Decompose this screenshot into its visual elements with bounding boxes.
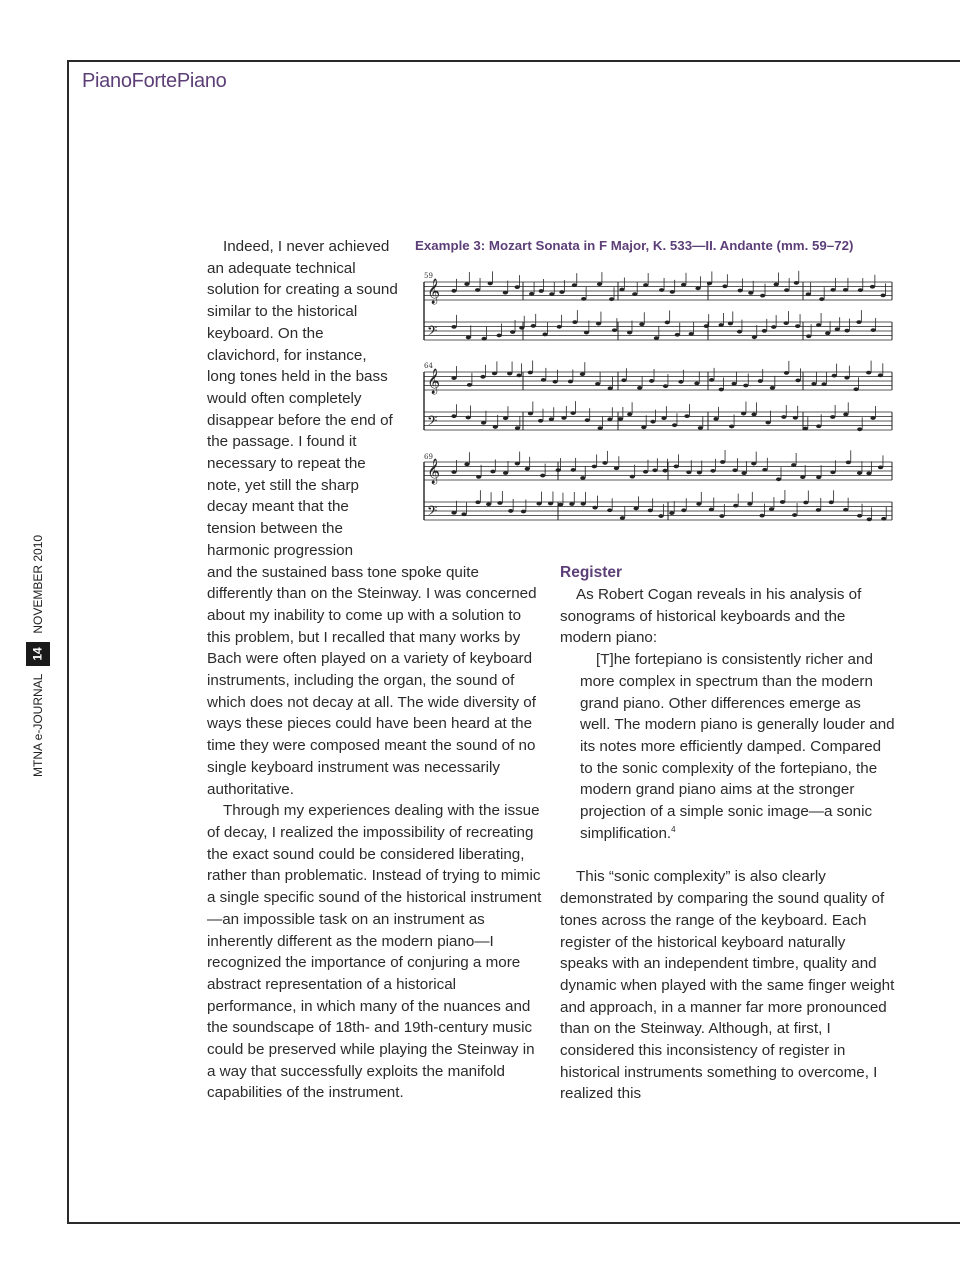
notehead (649, 379, 654, 383)
page-number-box (26, 642, 50, 666)
notehead (829, 500, 834, 504)
notehead (549, 417, 554, 421)
notehead (561, 416, 566, 420)
notehead (780, 500, 785, 504)
notehead (707, 282, 712, 286)
notehead (867, 517, 872, 521)
running-head-title: PianoFortePiano (82, 70, 227, 92)
notehead (620, 516, 625, 520)
notehead (719, 323, 724, 327)
notehead (648, 508, 653, 512)
notehead (654, 336, 659, 340)
notehead (738, 289, 743, 293)
notehead (581, 297, 586, 301)
notehead (681, 508, 686, 512)
notehead (719, 388, 724, 392)
notehead (652, 468, 657, 472)
notehead (632, 292, 637, 296)
notehead (650, 420, 655, 424)
notehead (844, 376, 849, 380)
notehead (731, 382, 736, 386)
notehead (765, 421, 770, 425)
notehead (596, 322, 601, 326)
notehead (830, 415, 835, 419)
notehead (781, 415, 786, 419)
notehead (661, 416, 666, 420)
notehead (637, 386, 642, 390)
notehead (553, 380, 558, 384)
notehead (639, 322, 644, 326)
block-quote (580, 649, 895, 844)
notehead (866, 371, 871, 375)
notehead (665, 321, 670, 325)
notehead (548, 502, 553, 506)
notehead (819, 297, 824, 301)
notehead (598, 426, 603, 430)
notehead (704, 324, 709, 328)
notehead (816, 508, 821, 512)
notehead (557, 325, 562, 329)
notehead (556, 468, 561, 472)
notehead (584, 331, 589, 335)
left-column (207, 236, 543, 1104)
notehead (774, 283, 779, 287)
notehead (709, 378, 714, 382)
notehead (558, 503, 563, 507)
notehead (871, 328, 876, 332)
notehead (776, 477, 781, 481)
notehead (806, 292, 811, 296)
notehead (612, 328, 617, 332)
notehead (696, 502, 701, 506)
notehead (618, 417, 623, 421)
notehead (681, 283, 686, 287)
notehead (784, 288, 789, 292)
notehead (607, 417, 612, 421)
issue-date: NOVEMBER 2010 (31, 534, 45, 634)
notehead (741, 412, 746, 416)
notehead (669, 511, 674, 515)
notehead (607, 508, 612, 512)
notehead (737, 330, 742, 334)
notehead (760, 294, 765, 298)
notehead (710, 469, 715, 473)
notehead (728, 322, 733, 326)
notehead (870, 416, 875, 420)
notehead (569, 502, 574, 506)
notehead (843, 288, 848, 292)
notehead (752, 335, 757, 339)
notehead (784, 371, 789, 375)
notehead (585, 418, 590, 422)
notehead (614, 466, 619, 470)
notehead (662, 469, 667, 473)
notehead (581, 502, 586, 506)
notehead (821, 382, 826, 386)
notehead (641, 425, 646, 429)
notehead (843, 412, 848, 416)
notehead (830, 288, 835, 292)
notehead (663, 384, 668, 388)
notehead (686, 470, 691, 474)
notehead (758, 379, 763, 383)
notehead (759, 514, 764, 518)
notehead (811, 382, 816, 386)
notehead (770, 386, 775, 390)
notehead (748, 291, 753, 295)
notehead (853, 387, 858, 391)
notehead (684, 414, 689, 418)
notehead (592, 465, 597, 469)
example-caption: Example 3: Mozart Sonata in F Major, K. 533—II. Andante (mm. 59–72) (415, 238, 854, 253)
notehead (694, 382, 699, 386)
notehead (568, 380, 573, 384)
notehead (732, 468, 737, 472)
notehead (659, 288, 664, 292)
notehead (878, 465, 883, 469)
notehead (771, 325, 776, 329)
notehead (857, 514, 862, 518)
notehead (729, 425, 734, 429)
notehead (741, 471, 746, 475)
spacer (560, 844, 895, 866)
treble-clef-icon: 𝄞 (427, 279, 441, 304)
notehead (825, 331, 830, 335)
notehead (816, 424, 821, 428)
notehead (627, 412, 632, 416)
measure-number-59: 59 (424, 272, 433, 280)
notehead (794, 281, 799, 285)
notehead (630, 475, 635, 479)
notehead (571, 411, 576, 415)
notehead (816, 475, 821, 479)
notehead (689, 332, 694, 336)
notehead (846, 460, 851, 464)
notehead (830, 470, 835, 474)
notehead (857, 427, 862, 431)
notehead (856, 320, 861, 324)
notehead (713, 417, 718, 421)
notehead (793, 416, 798, 420)
notehead (672, 423, 677, 427)
notehead (751, 462, 756, 466)
notehead (792, 513, 797, 517)
notehead (675, 333, 680, 337)
treble-clef-icon: 𝄞 (427, 459, 441, 484)
notehead (881, 293, 886, 297)
paragraph-2: Through my experiences dealing with the issue of decay, I realized the impossibility of recreating the exact sound could be considered liberating, rather than problematic. Instead of trying to mimic a single specific sound of the historical instrument—an impossible task on an instrument as inherently different as the modern piano—I recognized the importance of conjuring a more abstract representation of a historical performance, in which many of the nuances and the soundscape of 18th- and 19th-century music could be preserved while playing the Steinway in a way that successfully exploits the manifold capabilities of the instrument. (207, 802, 542, 1102)
notehead (709, 508, 714, 512)
notehead (719, 514, 724, 518)
notehead (643, 283, 648, 287)
measure-number-69: 69 (424, 453, 433, 461)
notehead (832, 374, 837, 378)
notehead (881, 517, 886, 521)
notehead (549, 292, 554, 296)
notehead (580, 476, 585, 480)
notehead (627, 331, 632, 335)
notehead (580, 372, 585, 376)
notehead (816, 323, 821, 327)
notehead (751, 413, 756, 417)
notehead (602, 461, 607, 465)
notehead (784, 321, 789, 325)
notehead (866, 471, 871, 475)
notehead (571, 468, 576, 472)
notehead (803, 501, 808, 505)
quote-text: [T]he fortepiano is consistently richer and more complex in spectrum than the modern grand piano. Other differences emerge as well. The modern piano is generally louder and its notes more efficiently damped. Compared to the sonic complexity of the fortepiano, the modern grand piano aims at the stronger projection of a simple sonic image—a sonic simplification. (580, 651, 895, 842)
notehead (844, 329, 849, 333)
notehead (762, 329, 767, 333)
notehead (542, 332, 547, 336)
notehead (878, 373, 883, 377)
notehead (643, 470, 648, 474)
notehead (747, 502, 752, 506)
notehead (559, 290, 564, 294)
journal-name: MTNA e-JOURNAL (31, 673, 45, 777)
notehead (697, 471, 702, 475)
notehead (843, 508, 848, 512)
notehead (621, 378, 626, 382)
notehead (806, 334, 811, 338)
page-number: 14 (30, 646, 45, 661)
treble-clef-icon: 𝄞 (427, 369, 441, 394)
body-paragraph: This “sonic complexity” is also clearly demonstrated by comparing the sound quality of tones across the range of the keyboard. Each register of the historical keyboard naturally speaks with an independent timbre, quality and dynamic when played with the same finger weight and approach, in a manner far more pronounced than on the Steinway. Although, at first, I considered this inconsistency of register in historical instruments something to overcome, I realized this (560, 868, 895, 1103)
notehead (803, 427, 808, 431)
notehead (592, 506, 597, 510)
paragraph-1-continued: and the sustained bass tone spoke quite differently than on the Steinway. I was concerned about my inability to come up with a solution to this problem, but I recalled that many works by Bach were often played on a variety of keyboard instruments, including the organ, the sound of which does not decay at all. The wide diversity of ways these pieces could have been heard at the time they were composed meant the sound of no single keyboard instrument was necessarily authoritative. (207, 563, 537, 798)
sidebar-folio (12, 515, 64, 777)
measure-number-64: 64 (424, 362, 433, 370)
notehead (698, 426, 703, 430)
notehead (762, 468, 767, 472)
notehead (795, 324, 800, 328)
notehead (835, 327, 840, 331)
notehead (791, 463, 796, 467)
notehead (769, 507, 774, 511)
notehead (674, 464, 679, 468)
notehead (870, 285, 875, 289)
notehead (572, 283, 577, 287)
notehead (678, 380, 683, 384)
notehead (720, 460, 725, 464)
notehead (857, 471, 862, 475)
bass-clef-icon: 𝄢 (427, 413, 438, 432)
intro-paragraph: As Robert Cogan reveals in his analysis of sonograms of historical keyboards and the modern piano: (560, 586, 862, 647)
notehead (670, 290, 675, 294)
right-column (560, 562, 895, 1105)
footnote-ref: 4 (671, 824, 676, 834)
notehead (658, 514, 663, 518)
notehead (619, 288, 624, 292)
bass-clef-icon: 𝄢 (427, 323, 438, 342)
notehead (695, 286, 700, 290)
notehead (609, 297, 614, 301)
notehead (595, 382, 600, 386)
notehead (858, 288, 863, 292)
notehead (572, 320, 577, 324)
notehead (633, 507, 638, 511)
notehead (743, 384, 748, 388)
notehead (597, 282, 602, 286)
bass-clef-icon: 𝄢 (427, 503, 438, 522)
notehead (608, 386, 613, 390)
notehead (795, 379, 800, 383)
notehead (722, 284, 727, 288)
notehead (800, 475, 805, 479)
paragraph-1-wrapped: Indeed, I never achieved an adequate technical solution for creating a sound similar to the historical keyboard. On the clavichord, for instance, long tones held in the bass would often completely disappear before the end of the passage. I found it necessary to repeat the note, yet still the sharp decay meant that the tension between the harmonic progression (207, 238, 398, 559)
notehead (733, 504, 738, 508)
section-heading: Register (560, 564, 623, 581)
